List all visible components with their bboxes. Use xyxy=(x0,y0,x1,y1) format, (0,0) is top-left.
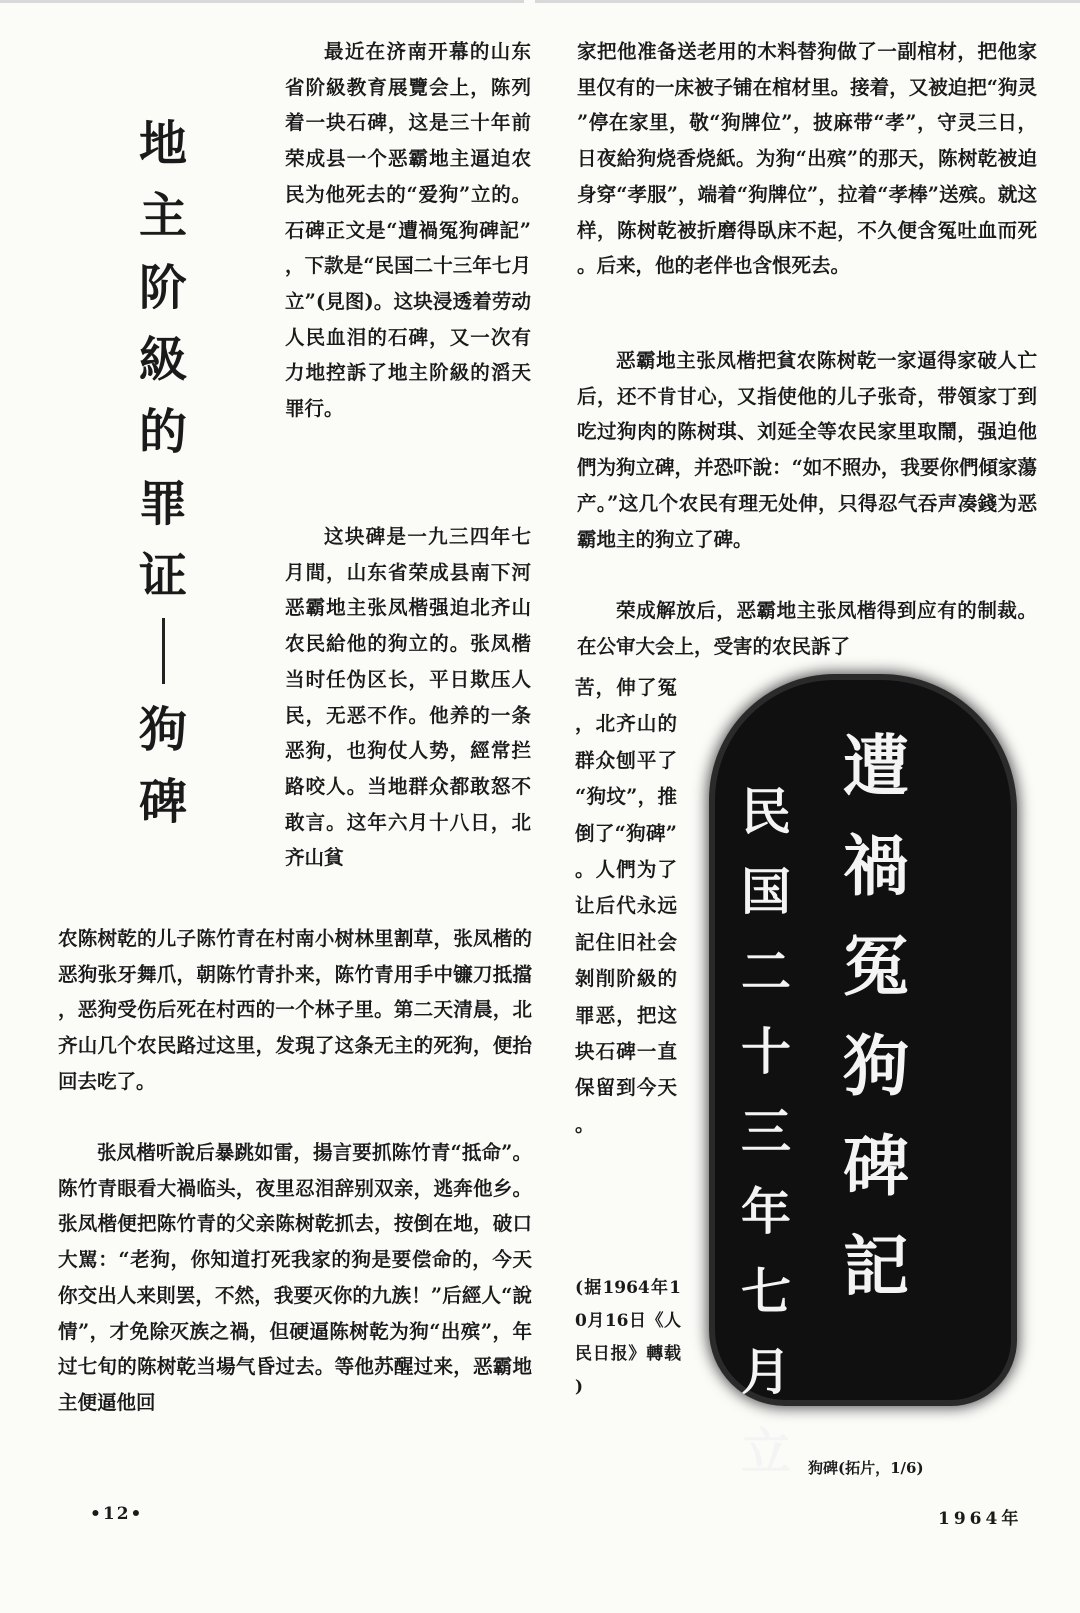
paragraph-history-cont: 农陈树乾的儿子陈竹青在村南小树林里割草，张凤楷的恶狗张牙舞爪，朝陈竹青扑来，陈竹青用手中镰刀抵擋，恶狗受伤后死在村西的一个林子里。第二天清晨，北齐山几个农民路过这里，发現了这条无主的死狗，便抬回去吃了。 xyxy=(58,927,532,1093)
top-border-left xyxy=(0,0,524,3)
title-dash xyxy=(162,618,165,684)
paragraph-intro: 最近在济南开幕的山东省阶級教育展覽会上，陈列着一块石碑，这是三十年前荣成县一个恶霸地主逼迫农民为他死去的“爱狗”立的。石碑正文是“遭禍冤狗碑記”，下款是“民国二十三年七月立”(見图)。这块浸透着劳动人民血泪的石碑，又一次有力地控訴了地主阶級的滔天罪行。 xyxy=(285,40,531,421)
paragraph-stele-forced: 恶霸地主张凤楷把貧农陈树乾一家逼得家破人亡后，还不肯甘心，又指使他的儿子张奇，带領家丁到吃过狗肉的陈树琪、刘延全等农民家里取鬧，强迫他們为狗立碑，并恐吓說：“如不照办，我要你們傾家蕩产。”这几个农民有理无处伸，只得忍气吞声凑錢为恶霸地主的狗立了碑。 xyxy=(577,349,1037,551)
page-number: •12• xyxy=(90,1504,144,1524)
title-char: 罪 xyxy=(138,476,187,532)
issue-year: 1964年 xyxy=(938,1509,1023,1529)
title-char: 证 xyxy=(138,548,187,604)
stele-date-inscription xyxy=(741,772,791,1492)
paragraph-liberation-cont: 苦，伸了冤，北齐山的群众刨平了“狗坟”，推倒了“狗碑”。人們为了让后代永远記住旧社会剝削阶級的罪恶，把这块石碑一直保留到今天。 xyxy=(575,676,677,1136)
stele-glyph: 遭 xyxy=(843,727,909,805)
title-char: 狗 xyxy=(138,702,187,758)
stele-glyph: 月 xyxy=(741,1342,791,1401)
title-char: 阶 xyxy=(138,260,187,316)
figure-caption: 狗碑(拓片，1/6) xyxy=(808,1459,924,1477)
stele-glyph: 十 xyxy=(741,1022,791,1081)
top-border-right xyxy=(535,0,1080,3)
source-note: (据1964年10月16日《人民日报》轉载) xyxy=(575,1278,681,1397)
stele-glyph: 三 xyxy=(741,1102,791,1161)
stele-glyph: 狗 xyxy=(843,1027,909,1105)
stele-glyph: 七 xyxy=(741,1262,791,1321)
title-char: 碑 xyxy=(138,774,187,830)
stele-glyph: 禍 xyxy=(843,827,909,905)
title-char: 級 xyxy=(138,332,187,388)
stele-glyph: 碑 xyxy=(843,1127,909,1205)
title-char: 地 xyxy=(138,116,187,172)
paragraph-revenge: 张凤楷听說后暴跳如雷，揚言要抓陈竹青“抵命”。陈竹青眼看大禍临头，夜里忍泪辞别双亲，逃奔他乡。张凤楷便把陈竹青的父亲陈树乾抓去，按倒在地，破口大駡：“老狗，你知道打死我家的狗是要偿命的，今天你交出人来則罢，不然，我要灭你的九族！”后經人“說情”，才免除灭族之禍，但硬逼陈树乾为狗“出殡”，年过七旬的陈树乾当場气昏过去。等他苏醒过来，恶霸地主便逼他回 xyxy=(58,1141,532,1414)
title-char: 主 xyxy=(138,188,187,244)
stele-glyph: 国 xyxy=(741,862,791,921)
article-title xyxy=(118,108,208,838)
stele-main-inscription xyxy=(843,716,909,1316)
stele-glyph: 記 xyxy=(843,1227,909,1305)
paragraph-liberation: 荣成解放后，恶霸地主张凤楷得到应有的制裁。在公审大会上，受害的农民訴了 xyxy=(577,599,1037,658)
stele-glyph: 民 xyxy=(741,782,791,841)
stele-glyph: 年 xyxy=(741,1182,791,1241)
stele-glyph: 立 xyxy=(741,1422,791,1481)
paragraph-funeral: 家把他准备送老用的木料替狗做了一副棺材，把他家里仅有的一床被子铺在棺材里。接着，又被迫把“狗灵”停在家里，敬“狗牌位”，披麻带“孝”，守灵三日，日夜給狗烧香烧紙。为狗“出殡”的那天，陈树乾被迫身穿“孝服”，端着“狗牌位”，拉着“孝棒”送殡。就这样，陈树乾被折磨得臥床不起，不久便含冤吐血而死。后来，他的老伴也含恨死去。 xyxy=(577,40,1037,278)
paragraph-history-start: 这块碑是一九三四年七月間，山东省荣成县南下河恶霸地主张凤楷强迫北齐山农民給他的狗立的。张凤楷当时任伪区长，平日欺压人民，无恶不作。他养的一条恶狗，也狗仗人势，經常拦路咬人。当地群众都敢怒不敢言。这年六月十八日，北齐山貧 xyxy=(285,525,531,870)
stele-glyph: 冤 xyxy=(843,927,909,1005)
stele-glyph: 二 xyxy=(741,942,791,1001)
title-char: 的 xyxy=(138,404,187,460)
